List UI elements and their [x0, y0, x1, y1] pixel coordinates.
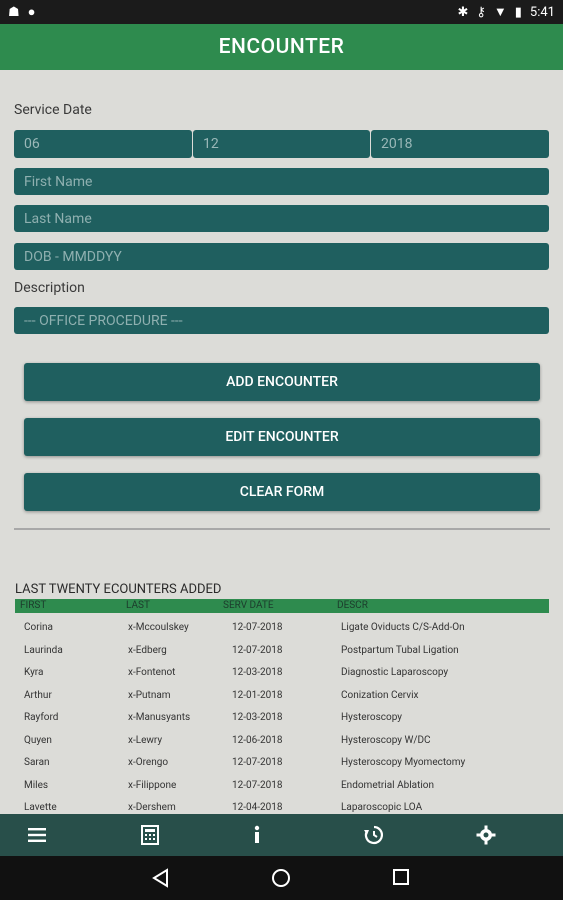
- settings-icon[interactable]: [474, 824, 498, 846]
- battery-icon: ▮: [514, 4, 522, 20]
- status-time: 5:41: [529, 4, 555, 20]
- page-title: ENCOUNTER: [218, 35, 345, 59]
- key-icon: ⚷: [476, 4, 486, 20]
- wifi-icon: ▼: [493, 5, 507, 20]
- bluetooth-icon: ✱: [457, 4, 469, 20]
- system-navigation: [0, 856, 563, 900]
- service-date-label: Service Date: [14, 102, 92, 118]
- description-label: Description: [14, 280, 85, 296]
- clear-form-button[interactable]: CLEAR FORM: [24, 473, 540, 511]
- status-bar: [0, 0, 563, 24]
- header-descr: DESCR: [337, 600, 368, 611]
- year-input[interactable]: 2018: [371, 130, 549, 158]
- app-bar: [0, 24, 563, 70]
- dob-input[interactable]: DOB - MMDDYY: [14, 243, 549, 270]
- table-row[interactable]: Quyen x-Lewry 12-06-2018 Hysteroscopy W/DC: [24, 735, 431, 746]
- table-title: LAST TWENTY ECOUNTERS ADDED: [15, 582, 222, 597]
- table-row[interactable]: Miles x-Filippone 12-07-2018 Endometrial Ablation: [24, 780, 435, 791]
- home-icon[interactable]: [271, 868, 291, 892]
- table-header: [15, 599, 549, 613]
- divider: [14, 528, 550, 530]
- header-serv-date: SERV DATE: [223, 600, 274, 611]
- header-last: LAST: [126, 600, 150, 611]
- info-icon[interactable]: [245, 824, 269, 846]
- edit-encounter-button[interactable]: EDIT ENCOUNTER: [24, 418, 540, 456]
- table-row[interactable]: Rayford x-Manusyants 12-03-2018 Hysteroscopy: [24, 712, 402, 723]
- table-row[interactable]: Kyra x-Fontenot 12-03-2018 Diagnostic Laparoscopy: [24, 667, 449, 678]
- table-row[interactable]: Laurinda x-Edberg 12-07-2018 Postpartum Tubal Ligation: [24, 645, 459, 656]
- header-first: FIRST: [20, 600, 47, 611]
- history-icon[interactable]: [362, 824, 386, 846]
- description-select[interactable]: --- OFFICE PROCEDURE ---: [14, 307, 549, 334]
- first-name-input[interactable]: First Name: [14, 168, 549, 195]
- app-notification-icon: ☗: [8, 4, 20, 20]
- table-row[interactable]: Lavette x-Dershem 12-04-2018 Laparoscopic LOA: [24, 802, 423, 813]
- menu-icon[interactable]: [25, 824, 49, 846]
- last-name-input[interactable]: Last Name: [14, 205, 549, 232]
- recents-icon[interactable]: [392, 868, 410, 890]
- table-row[interactable]: Arthur x-Putnam 12-01-2018 Conization Cervix: [24, 690, 419, 701]
- add-encounter-button[interactable]: ADD ENCOUNTER: [24, 363, 540, 401]
- encounter-form-container: [6, 74, 558, 814]
- calculator-icon[interactable]: [138, 824, 162, 846]
- day-input[interactable]: 12: [193, 130, 370, 158]
- bottom-navigation: [0, 814, 563, 856]
- month-input[interactable]: 06: [14, 130, 192, 158]
- table-row[interactable]: Corina x-Mccoulskey 12-07-2018 Ligate Oviducts C/S-Add-On: [24, 622, 465, 633]
- table-row[interactable]: Saran x-Orengo 12-07-2018 Hysteroscopy Myomectomy: [24, 757, 466, 768]
- drop-notification-icon: ●: [27, 5, 36, 20]
- back-icon[interactable]: [151, 868, 171, 892]
